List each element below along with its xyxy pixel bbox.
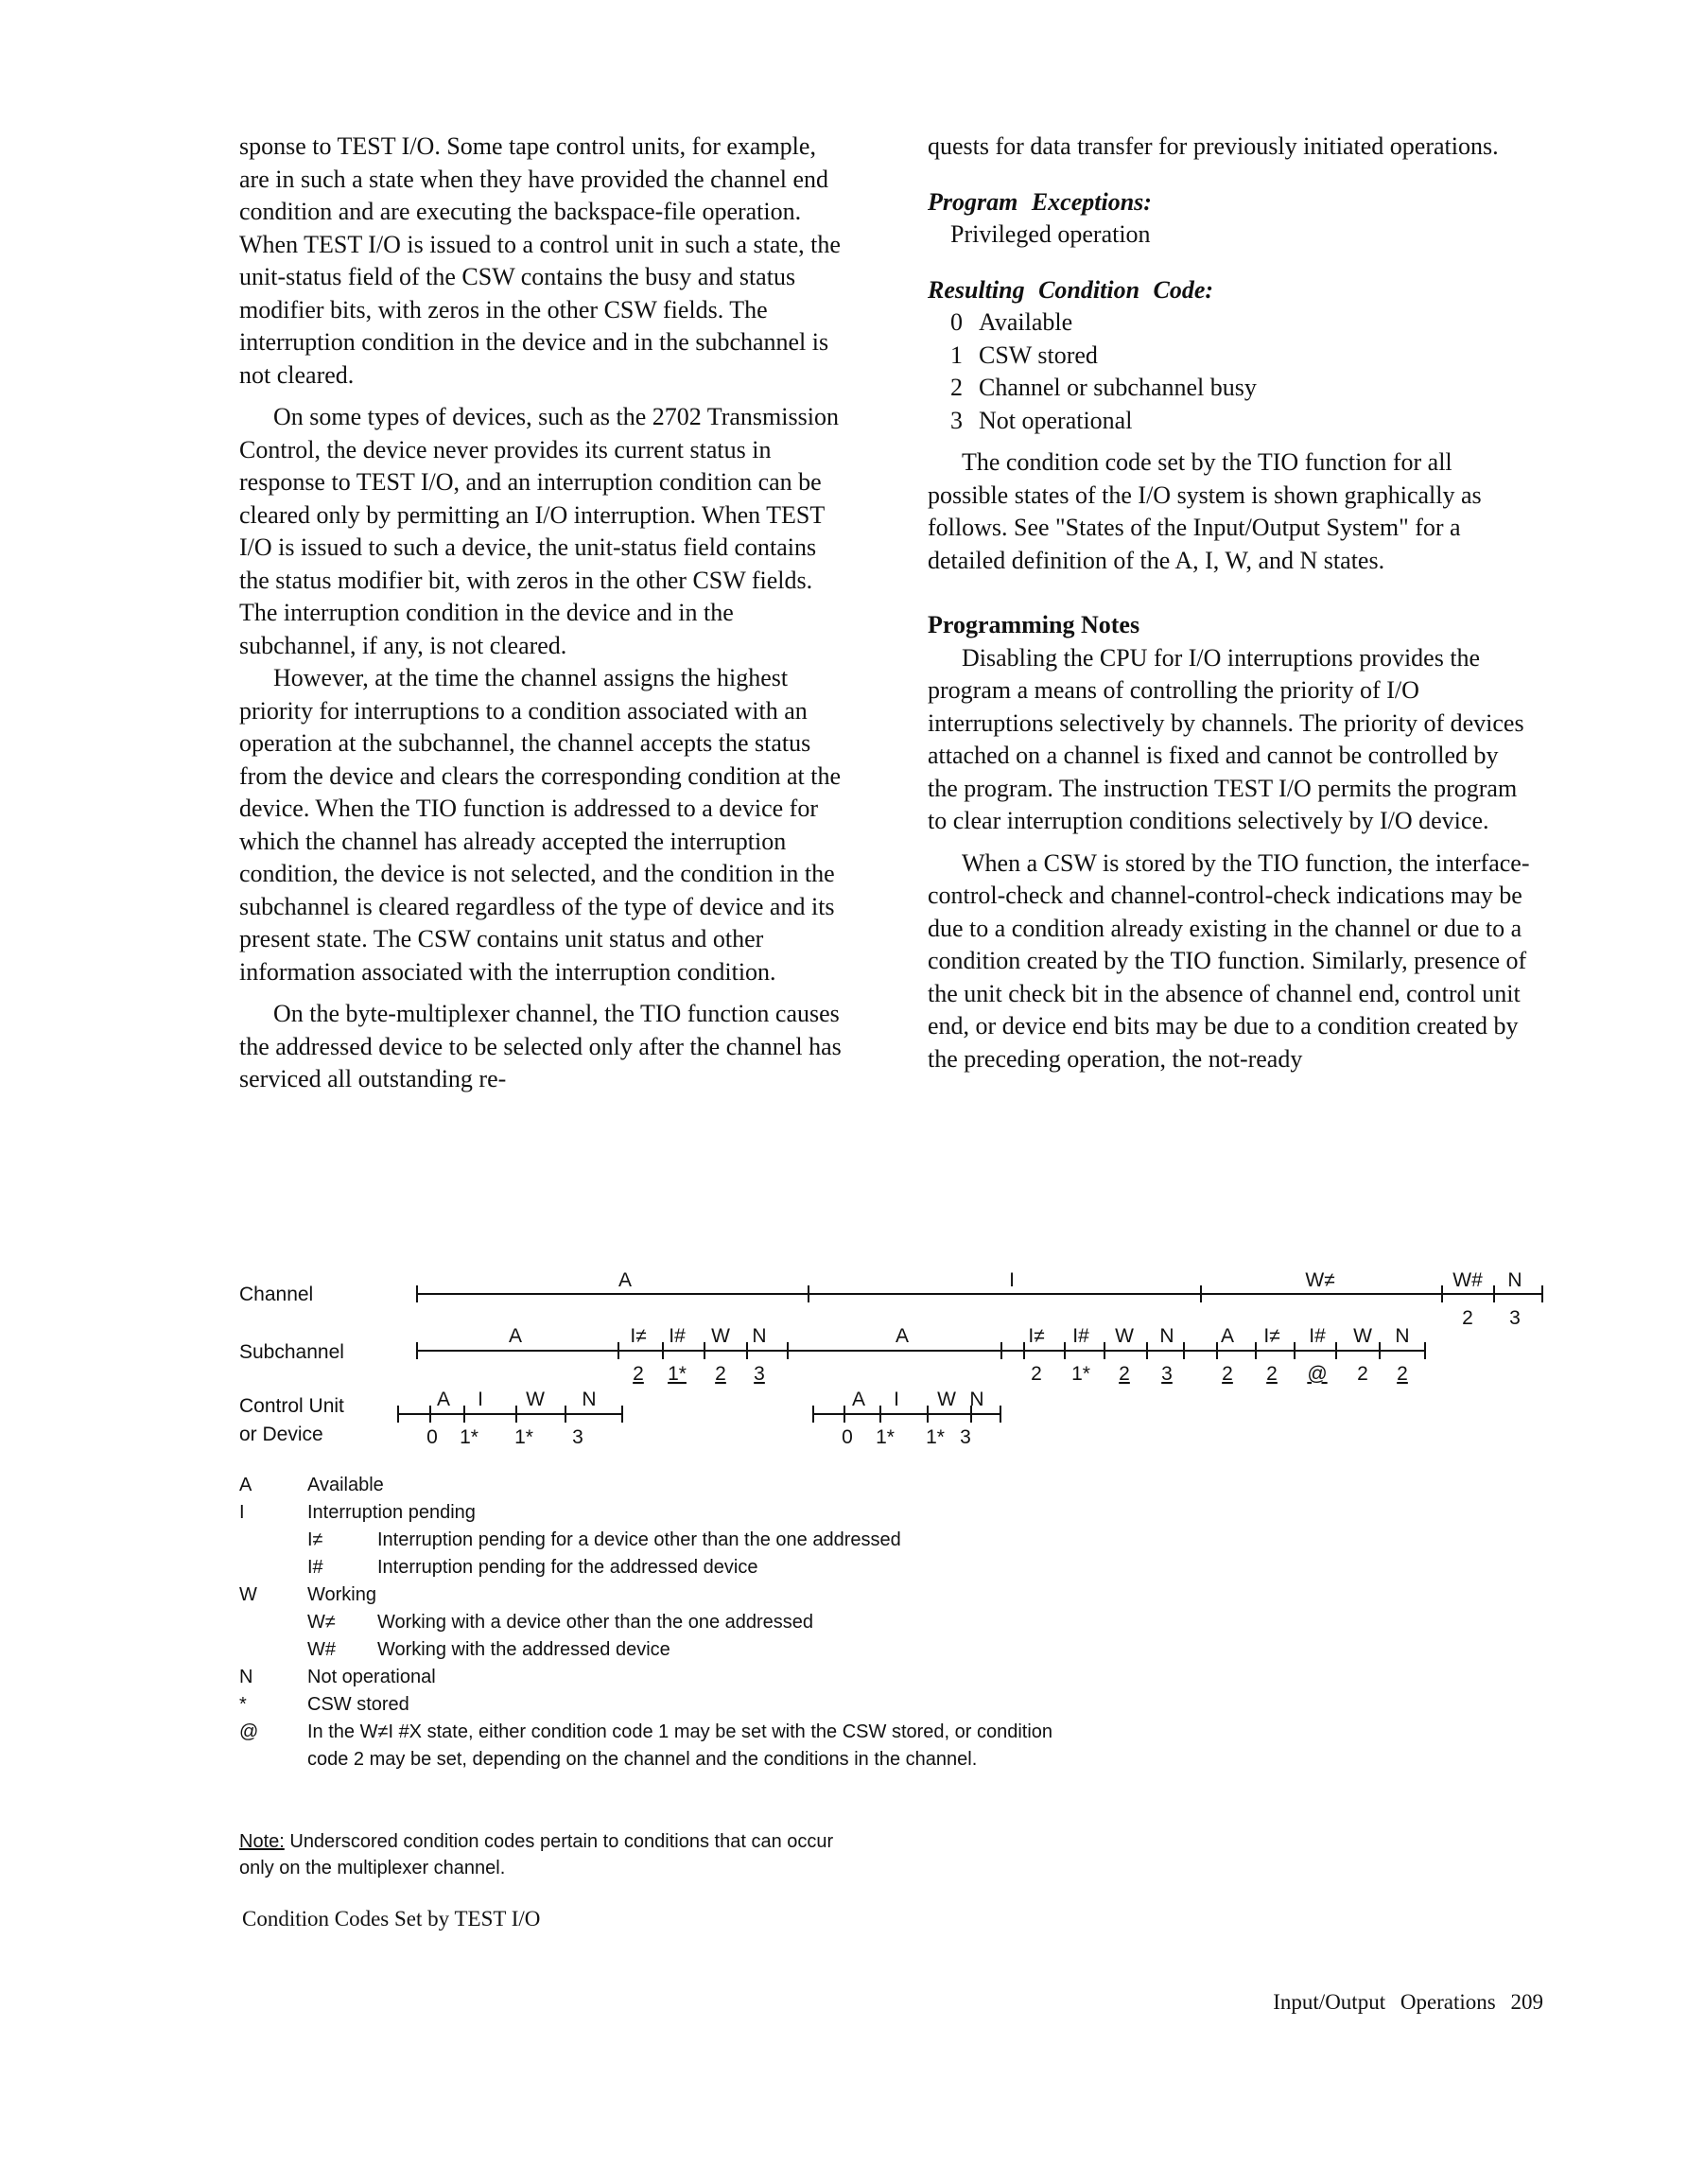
subchannel-state-label: I≠: [1263, 1325, 1280, 1347]
channel-code-label: 3: [1509, 1307, 1521, 1329]
legend-text: Interruption pending: [307, 1502, 476, 1523]
tio-paragraph: The condition code set by the TIO function for all possible states of the I/O system is shown graphically as follows. See "States of the Input/Output System" for a detailed definition of the A, I, W, and N states.: [928, 448, 1482, 574]
legend-text: Interruption pending for a device other than the one addressed: [377, 1529, 901, 1550]
device-state-label: A: [851, 1389, 866, 1410]
legend-key: A: [239, 1475, 252, 1495]
subchannel-state-label: I≠: [630, 1325, 647, 1347]
legend-text: Working: [307, 1584, 376, 1605]
condition-code-label: Available: [979, 308, 1073, 336]
subchannel-code-label: 1*: [668, 1363, 687, 1385]
diagram-labels: [426, 1269, 1522, 1448]
device-state-label: W: [526, 1389, 545, 1410]
legend-key: N: [239, 1667, 253, 1687]
condition-code-number: 3: [950, 406, 963, 434]
legend-key: I≠: [307, 1529, 323, 1550]
subchannel-state-label: I#: [1072, 1325, 1089, 1347]
device-code-label: 0: [842, 1426, 853, 1448]
subchannel-state-label: A: [1220, 1325, 1235, 1347]
condition-code-item: [928, 405, 1533, 438]
body-paragraph: However, at the time the channel assigns the highest priority for interruptions to a condition associated with an operation at the subchannel, the channel accepts the status from the device and clears the corresponding condition at the device. When the TIO function is addressed to a device for which the channel has already accepted the interruption condition, the device is not selected, and the condition in the subchannel is cleared regardless of the type of device and its present state. The CSW contains unit status and other information associated with the interruption condition.: [239, 664, 842, 986]
note-line: [239, 1828, 977, 1855]
subchannel-state-label: W: [1353, 1325, 1372, 1347]
subchannel-code-label: 2: [1266, 1363, 1278, 1385]
row-label-channel: Channel: [239, 1284, 314, 1305]
figure-caption: Condition Codes Set by TEST I/O: [242, 1907, 541, 1931]
legend-text: CSW stored: [307, 1694, 409, 1715]
note: [239, 1828, 977, 1881]
device-state-label: A: [436, 1389, 451, 1410]
condition-code-item: [928, 306, 1533, 340]
legend-key: W≠: [307, 1612, 336, 1633]
condition-code-heading: Resulting Condition Code:: [928, 275, 1214, 304]
device-state-label: I: [894, 1389, 899, 1410]
channel-state-label: A: [617, 1269, 633, 1291]
right-column: [928, 131, 1533, 1075]
subchannel-state-label: N: [1395, 1325, 1410, 1347]
channel-state-label: W≠: [1305, 1269, 1335, 1291]
device-code-label: 1*: [460, 1426, 478, 1448]
subchannel-code-label: 1*: [1071, 1363, 1090, 1385]
note-text: Underscored condition codes pertain to conditions that can occur: [284, 1831, 834, 1852]
note-label: Note:: [239, 1831, 285, 1852]
legend-text: code 2 may be set, depending on the channel and the conditions in the channel.: [307, 1749, 978, 1770]
programming-note: Disabling the CPU for I/O interruptions provides the program a means of controlling the priority of I/O interruptions selectively by channels. The priority of devices attached on a channel is fixed and cannot be controlled by the program. The instruction TEST I/O permits the program to clear interruption conditions selectively by I/O device.: [928, 643, 1524, 834]
device-code-label: 0: [426, 1426, 438, 1448]
subchannel-code-label: 2: [633, 1363, 644, 1385]
subchannel-state-label: I#: [1309, 1325, 1326, 1347]
channel-state-label: I: [1009, 1269, 1015, 1291]
device-code-label: 3: [960, 1426, 971, 1448]
channel-state-label: N: [1507, 1269, 1522, 1291]
note-line: only on the multiplexer channel.: [239, 1858, 506, 1878]
programming-notes-heading: Programming Notes: [928, 611, 1140, 638]
legend-text: In the W≠I #X state, either condition code 1 may be set with the CSW stored, or condition: [307, 1721, 1053, 1742]
row-label-subchannel: Subchannel: [239, 1341, 344, 1363]
subchannel-code-label: 2: [1397, 1363, 1408, 1385]
row-label-control-unit: Control Unit: [239, 1395, 344, 1417]
device-state-label: W: [937, 1389, 956, 1410]
subchannel-state-label: I≠: [1028, 1325, 1045, 1347]
subchannel-state-label: N: [752, 1325, 767, 1347]
condition-code-number: 0: [950, 308, 963, 336]
device-code-label: 1*: [514, 1426, 533, 1448]
subchannel-state-label: W: [711, 1325, 730, 1347]
subchannel-code-label: 3: [1161, 1363, 1173, 1385]
legend-text: Available: [307, 1475, 384, 1495]
legend-text: Working with a device other than the one addressed: [377, 1612, 814, 1633]
row-label-device: or Device: [239, 1424, 323, 1445]
legend-key: W: [239, 1584, 257, 1605]
legend-text: Working with the addressed device: [377, 1639, 670, 1660]
subchannel-state-label: A: [895, 1325, 910, 1347]
subchannel-code-label: 2: [715, 1363, 726, 1385]
legend-key: I: [239, 1502, 245, 1523]
subchannel-state-label: A: [508, 1325, 523, 1347]
condition-code-label: CSW stored: [979, 341, 1098, 369]
page-footer: [1273, 1990, 1543, 2015]
body-paragraph: On some types of devices, such as the 2702 Transmission Control, the device never provides its current status in response to TEST I/O, and an interruption condition can be cleared only by permitting an I/O interruption. When TEST I/O is issued to such a device, the unit-status field contains the status modifier bit, with zeros in the other CSW fields. The interruption condition in the device and in the subchannel, if any, is not cleared.: [239, 403, 839, 659]
legend-key: *: [239, 1694, 247, 1715]
subchannel-state-label: N: [1159, 1325, 1174, 1347]
subchannel-code-label: 2: [1357, 1363, 1368, 1385]
device-code-label: 1*: [876, 1426, 895, 1448]
subchannel-code-label: 2: [1119, 1363, 1130, 1385]
condition-code-item: [928, 372, 1533, 405]
channel-code-label: 2: [1462, 1307, 1473, 1329]
program-exceptions-value: Privileged operation: [950, 220, 1151, 248]
condition-code-label: Channel or subchannel busy: [979, 374, 1257, 401]
device-code-label: 1*: [926, 1426, 945, 1448]
body-paragraph: sponse to TEST I/O. Some tape control units, for example, are in such a state when they have provided the channel end condition and are executing the backspace-file operation. When TEST I/O is issued to a control unit in such a state, the unit-status field of the CSW contains the busy and status modifier bits, with zeros in the other CSW fields. The interruption condition in the device and in the subchannel is not cleared.: [239, 132, 841, 389]
subchannel-code-label: 3: [754, 1363, 765, 1385]
legend-text: Interruption pending for the addressed device: [377, 1557, 758, 1578]
condition-code-diagram: [0, 1249, 1687, 1494]
legend-key: W#: [307, 1639, 336, 1660]
footer-section: Input/Output Operations: [1273, 1990, 1496, 2014]
continuation-paragraph: quests for data transfer for previously initiated operations.: [928, 132, 1499, 160]
subchannel-code-label: 2: [1222, 1363, 1233, 1385]
programming-note: When a CSW is stored by the TIO function, the interface-control-check and channel-control-check indications may be due to a condition already existing in the channel or due to a condition created by the TIO function. Similarly, presence of the unit check bit in the absence of channel end, control unit end, or device end bits may be due to a condition created by the preceding operation, the not-ready: [928, 848, 1530, 1073]
subchannel-state-label: I#: [669, 1325, 686, 1347]
condition-code-number: 1: [950, 341, 963, 369]
subchannel-state-label: W: [1115, 1325, 1134, 1347]
subchannel-code-label: 2: [1031, 1363, 1042, 1385]
page-number: 209: [1510, 1990, 1543, 2014]
device-state-label: I: [478, 1389, 483, 1410]
program-exceptions-heading: Program Exceptions:: [928, 187, 1152, 216]
condition-code-item: [928, 340, 1533, 373]
channel-state-label: W#: [1452, 1269, 1483, 1291]
legend-key: @: [239, 1721, 259, 1742]
device-state-label: N: [969, 1389, 984, 1410]
legend-text: Not operational: [307, 1667, 436, 1687]
subchannel-code-label: @: [1307, 1363, 1328, 1385]
condition-code-label: Not operational: [979, 406, 1133, 434]
condition-code-number: 2: [950, 374, 963, 401]
left-column: [239, 131, 844, 1096]
legend-key: I#: [307, 1557, 323, 1578]
body-paragraph: On the byte-multiplexer channel, the TIO function causes the addressed device to be selected only after the channel has serviced all outstanding re-: [239, 1000, 842, 1092]
device-code-label: 3: [572, 1426, 583, 1448]
device-state-label: N: [582, 1389, 597, 1410]
